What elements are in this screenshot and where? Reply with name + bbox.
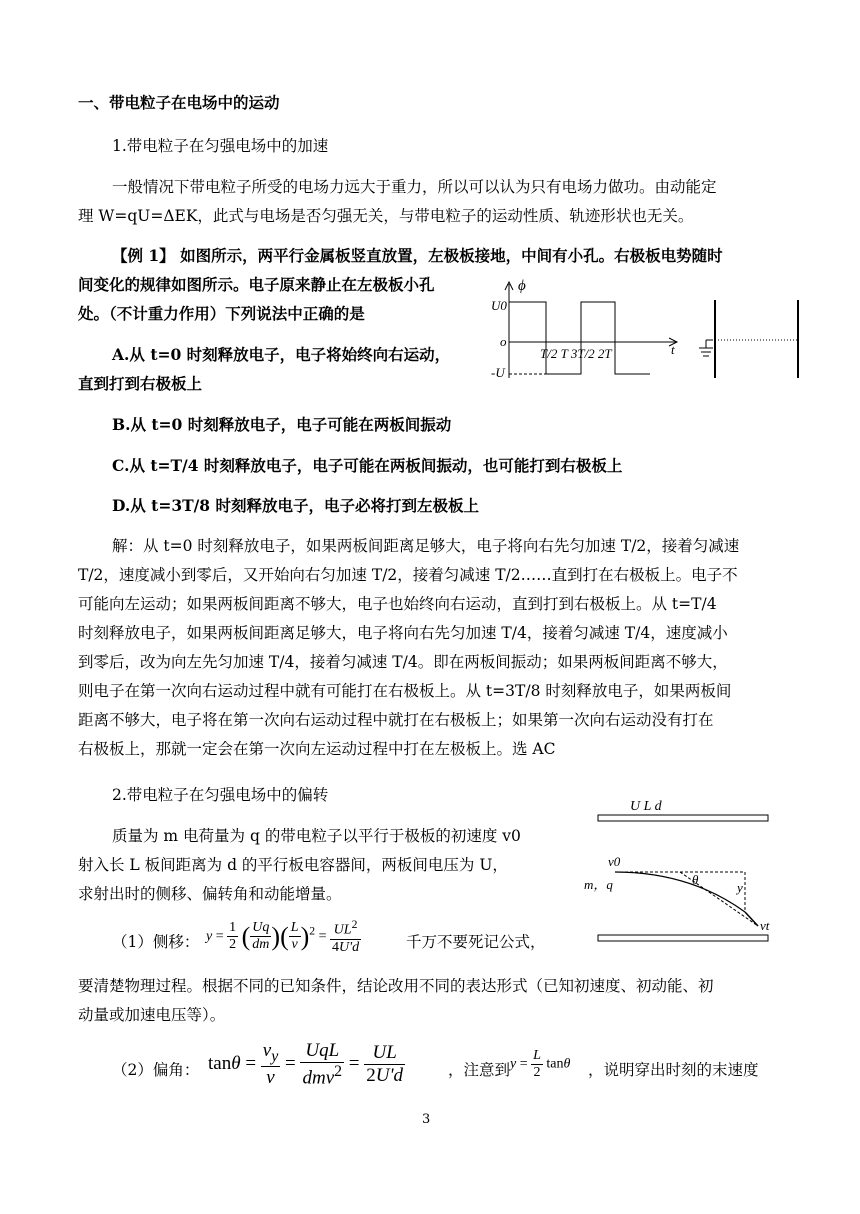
tick-labels: T/2 T 3T/2 2T: [540, 346, 612, 361]
option-a-cont: 直到打到右极板上: [78, 374, 203, 393]
solution-line: T/2，速度减小到零后，又开始向右匀加速 T/2，接着匀减速 T/2……直到打在右极板上。电子不: [78, 566, 738, 584]
paragraph-line: 求射出时的侧移、偏转角和动能增量。: [78, 885, 342, 903]
item1-prefix: （1）侧移：: [112, 933, 200, 951]
solution-line: 时刻释放电子，如果两板间距离足够大，电子将向右先匀加速 T/4，接着匀减速 T/4，速度减小: [78, 624, 728, 642]
solution-line: 则电子在第一次向右运动过程中就有可能打在右极板上。从 t=3T/8 时刻释放电子，如果两板间: [78, 682, 732, 700]
v0-label: v0: [608, 854, 621, 869]
option-b: B.从 t=0 时刻释放电子，电子可能在两板间振动: [112, 415, 452, 434]
item1-cont: 要清楚物理过程。根据不同的已知条件，结论改用不同的表达形式（已知初速度、初动能、初: [78, 977, 714, 995]
phi-label: ϕ: [518, 278, 526, 294]
y-tan-formula: y = $\frac{L}{2}$ tanθ: [510, 1048, 571, 1080]
option-a: A.从 t=0 时刻释放电子，电子将始终向右运动，: [112, 345, 451, 364]
u0-label: U0: [491, 298, 507, 313]
example-line: 处。（不计重力作用）下列说法中正确的是: [78, 304, 365, 323]
mq-label: m，q: [584, 877, 613, 892]
option-c: C.从 t=T/4 时刻释放电子，电子可能在两板间振动，也可能打到右极板上: [112, 456, 623, 475]
voltage-time-figure: [488, 272, 818, 387]
y-label: y: [737, 880, 743, 895]
solution-line: 右极板上，那就一定会在第一次向左运动过程中打在左极板上。选 AC: [78, 740, 556, 758]
section-title: 一、带电粒子在电场中的运动: [78, 94, 280, 112]
solution-line: 距离不够大，电子将在第一次向右运动过程中就打在右极板上；如果第一次向右运动没有打在: [78, 711, 714, 729]
item2-suffix: ，说明穿出时刻的末速度: [588, 1061, 759, 1079]
origin-label: o: [500, 334, 507, 349]
theta-label: θ: [692, 872, 699, 887]
item2-prefix: （2）偏角：: [112, 1061, 200, 1079]
sidemove-formula: y = $\frac{1}{2}$ ( $\frac{Uq}{dm}$ )( $\frac{L}{v}$ )$^2$ = $\frac{UL^2}{4U'd}$: [206, 918, 360, 955]
deflection-angle-formula: tanθ = $\frac{v_y}{v}$ = $\frac{\text{UqL}}{dmv^2}$ = $\frac{UL}{2U'd}$: [208, 1040, 404, 1089]
example-line: 间变化的规律如图所示。电子原来静止在左极板小孔: [78, 275, 435, 294]
example-line: 【例 1】 如图所示，两平行金属板竖直放置，左极板接地，中间有小孔。右极板电势随时: [112, 246, 723, 265]
example-label: 【例 1】: [112, 246, 175, 265]
vt-label: vt: [760, 918, 770, 933]
page-number: 3: [422, 1112, 431, 1127]
paragraph-line: 质量为 m 电荷量为 q 的带电粒子以平行于极板的初速度 v0: [112, 827, 521, 845]
item1-suffix: 千万不要死记公式，: [406, 933, 546, 951]
subsection-title-1: 1.带电粒子在匀强电场中的加速: [112, 137, 329, 155]
item1-cont: 动量或加速电压等）。: [78, 1006, 226, 1024]
paragraph-line: 一般情况下带电粒子所受的电场力远大于重力，所以可以认为只有电场力做功。由动能定: [112, 178, 717, 196]
paragraph-line: 理 W=qU=ΔEK，此式与电场是否匀强无关，与带电粒子的运动性质、轨迹形状也无关。: [78, 207, 694, 225]
solution-line: 到零后，改为向左先匀加速 T/4，接着匀减速 T/4。即在两板间振动；如果两板间距离不够大，: [78, 653, 728, 671]
item2-middle: ，注意到: [448, 1061, 511, 1079]
paragraph-line: 射入长 L 板间距离为 d 的平行板电容器间，两板间电压为 U，: [78, 856, 508, 874]
subsection-title-2: 2.带电粒子在匀强电场中的偏转: [112, 786, 329, 804]
t-axis-label: t: [671, 342, 675, 357]
option-d: D.从 t=3T/8 时刻释放电子，电子必将打到左极板上: [112, 496, 479, 515]
deflection-figure: [580, 790, 780, 950]
solution-line: 解：从 t=0 时刻释放电子，如果两板间距离足够大，电子将向右先匀加速 T/2，接着匀减速: [112, 537, 740, 555]
solution-line: 可能向左运动；如果两板间距离不够大，电子也始终向右运动，直到打到右极板上。从 t=T/4: [78, 595, 717, 613]
neg-u-label: -U: [491, 365, 505, 380]
plate-labels: U L d: [630, 799, 662, 814]
